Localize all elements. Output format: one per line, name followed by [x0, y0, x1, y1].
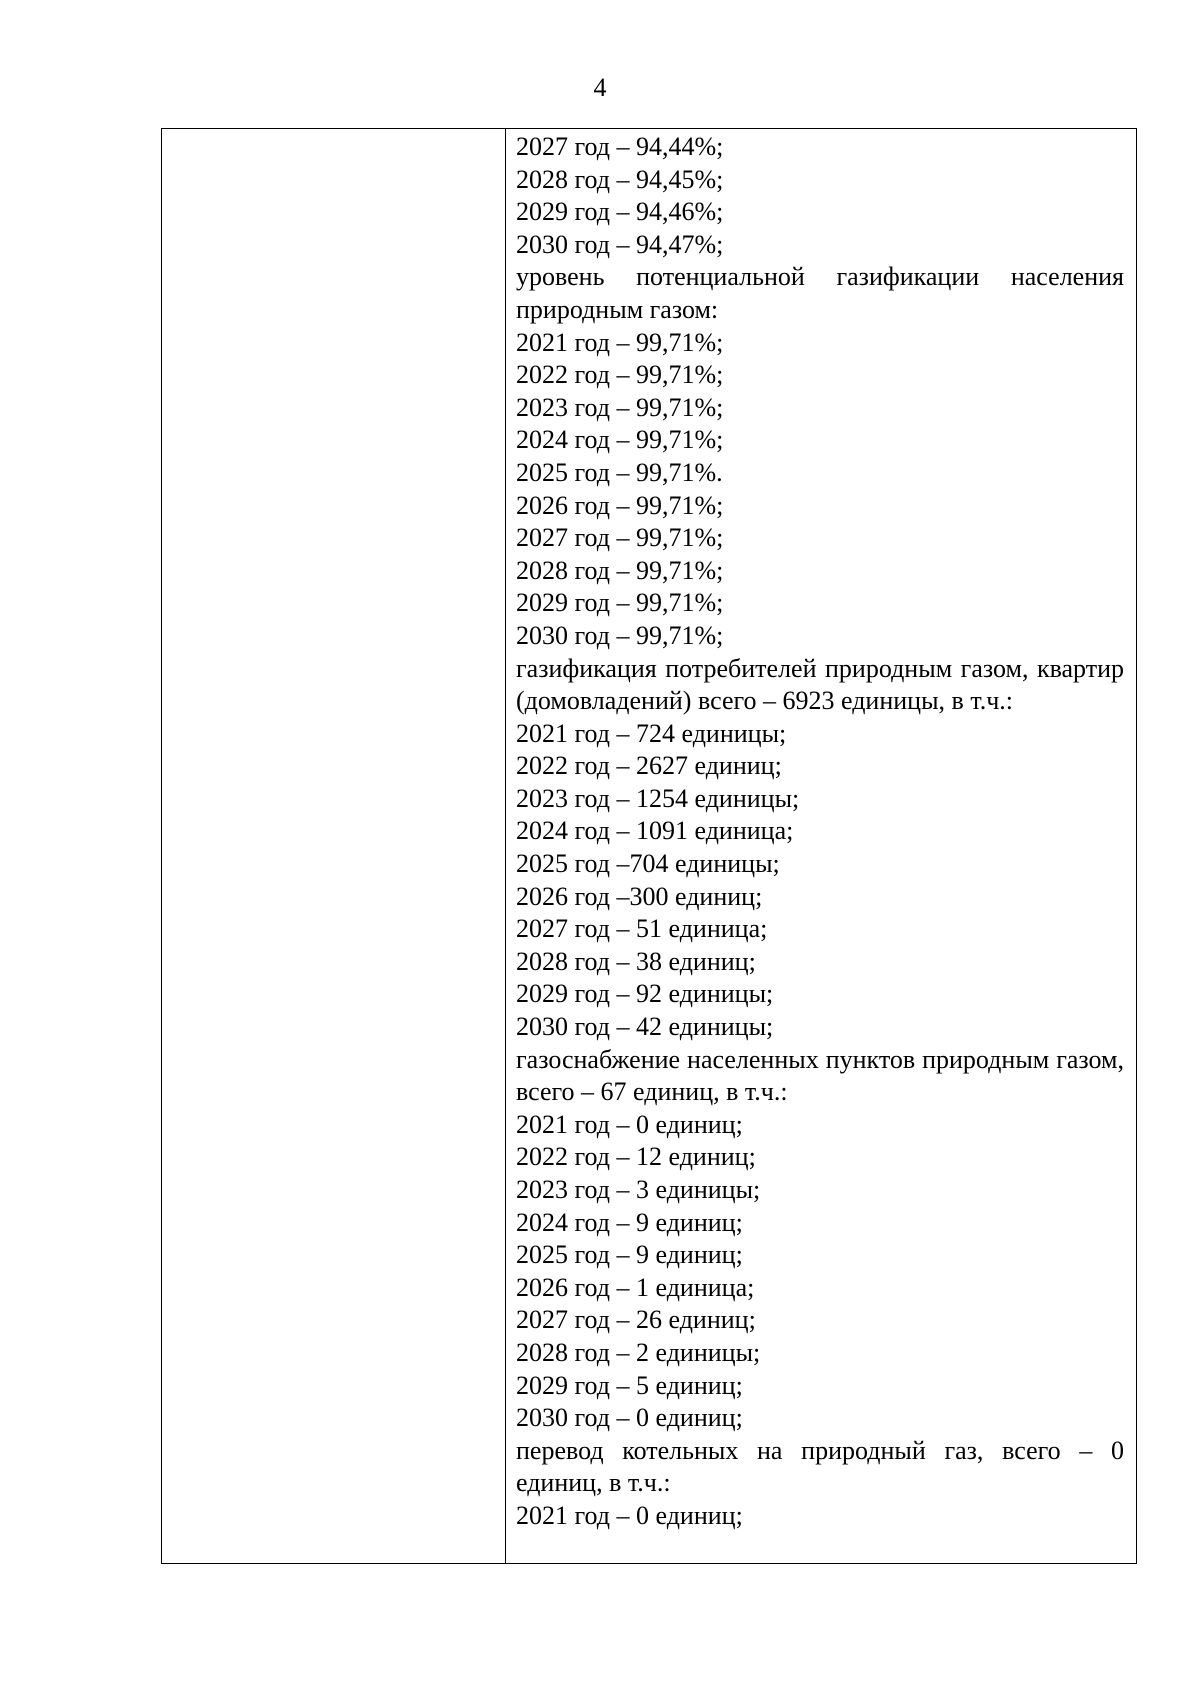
- list-item: 2024 год – 99,71%;: [516, 425, 724, 455]
- block-3-year-list: [516, 718, 1124, 1044]
- list-item: 2022 год – 99,71%;: [516, 360, 724, 390]
- list-item: 2021 год – 99,71%;: [516, 327, 724, 357]
- list-item: 2027 год – 94,44%;: [516, 132, 724, 161]
- list-item: 2028 год – 94,45%;: [516, 164, 724, 194]
- table-cell-left: [162, 129, 506, 1563]
- block-2-year-list: [516, 327, 1124, 653]
- list-item: 2023 год – 1254 единицы;: [516, 783, 800, 813]
- list-item: 2027 год – 99,71%;: [516, 523, 724, 553]
- page-number: 4: [593, 73, 607, 102]
- list-item: 2021 год – 724 единицы;: [516, 718, 787, 748]
- list-item: 2021 год – 0 единиц;: [516, 1500, 743, 1530]
- list-item: 2022 год – 2627 единиц;: [516, 751, 782, 781]
- list-item: 2021 год – 0 единиц;: [516, 1109, 743, 1139]
- indicator-heading-consumer-gasification: газификация потребителей природным газом, квартир (домовладений) всего – 6923 единицы, в т.ч.:: [516, 653, 1124, 716]
- list-item: 2026 год – 99,71%;: [516, 490, 724, 520]
- list-item: 2026 год – 1 единица;: [516, 1272, 755, 1302]
- block-1-year-list: [516, 131, 1124, 261]
- list-item: 2023 год – 99,71%;: [516, 392, 724, 422]
- indicator-heading-boiler-conversion: перевод котельных на природный газ, всего – 0 единиц, в т.ч.:: [516, 1435, 1124, 1498]
- indicator-heading-gasification-level: уровень потенциальной газификации населения природным газом:: [516, 262, 1124, 324]
- list-item: 2028 год – 2 единицы;: [516, 1337, 761, 1367]
- list-item: 2030 год – 42 единицы;: [516, 1012, 774, 1042]
- table-cell-right: [506, 129, 1136, 1563]
- list-item: 2030 год – 99,71%;: [516, 620, 724, 650]
- list-item: 2025 год – 99,71%.: [516, 457, 723, 487]
- list-item: 2026 год –300 единиц;: [516, 881, 763, 911]
- list-item: 2024 год – 9 единиц;: [516, 1207, 743, 1237]
- list-item: 2025 год –704 единицы;: [516, 849, 780, 879]
- list-item: 2024 год – 1091 единица;: [516, 816, 794, 846]
- list-item: 2028 год – 99,71%;: [516, 555, 724, 585]
- list-item: 2030 год – 0 единиц;: [516, 1403, 743, 1433]
- indicator-heading-settlement-gas-supply: газоснабжение населенных пунктов природным газом, всего – 67 единиц, в т.ч.:: [516, 1044, 1124, 1107]
- document-table: [161, 128, 1137, 1564]
- list-item: 2023 год – 3 единицы;: [516, 1175, 761, 1204]
- list-item: 2029 год – 99,71%;: [516, 588, 724, 618]
- list-item: 2028 год – 38 единиц;: [516, 946, 756, 976]
- list-item: 2025 год – 9 единиц;: [516, 1240, 743, 1270]
- list-item: 2022 год – 12 единиц;: [516, 1142, 756, 1172]
- block-4-year-list: [516, 1109, 1124, 1435]
- list-item: 2029 год – 92 единицы;: [516, 979, 774, 1009]
- list-item: 2029 год – 94,46%;: [516, 197, 724, 227]
- list-item: 2030 год – 94,47%;: [516, 229, 724, 259]
- block-5-year-list: [516, 1500, 1124, 1533]
- list-item: 2029 год – 5 единиц;: [516, 1370, 743, 1400]
- list-item: 2027 год – 26 единиц;: [516, 1305, 756, 1335]
- list-item: 2027 год – 51 единица;: [516, 914, 768, 944]
